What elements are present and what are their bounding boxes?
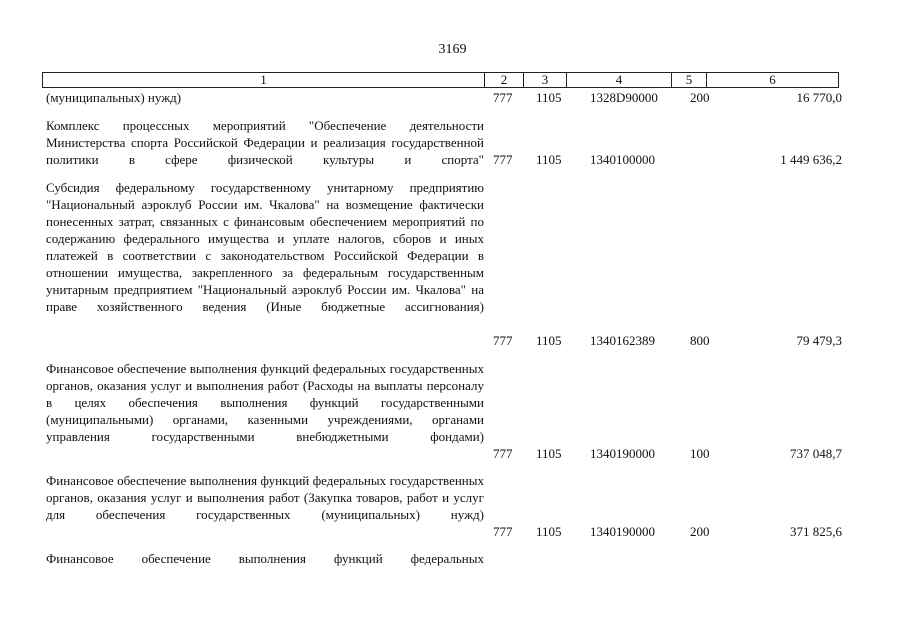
row-description: Финансовое обеспечение выполнения функций федеральных [46,551,484,566]
page-number: 3169 [438,42,467,57]
row-section-code: 1105 [536,446,562,461]
row-target-code: 1328D90000 [590,90,658,105]
row-amount: 79 479,3 [796,333,842,348]
row-amount: 371 825,6 [790,524,842,539]
header-col-5: 5 [672,73,707,88]
header-col-4: 4 [567,73,672,88]
row-amount: 1 449 636,2 [780,152,842,167]
row-amount: 737 048,7 [790,446,842,461]
row-expense-type: 800 [690,333,710,348]
row-description: Финансовое обеспечение выполнения функций федеральных государственных органов, оказания услуг и выполнения работ (Расходы на выплаты персоналу в целях обеспечения выполнения функций государственными (муниципальными) органами, казенными учреждениями, органами управления государственными внебюджетными фондами) [46,361,484,444]
header-col-6: 6 [707,73,839,88]
row-target-code: 1340162389 [590,333,655,348]
row-description: Комплекс процессных мероприятий "Обеспечение деятельности Министерства спорта Российской Федерации и реализация государственной политики в сфере физической культуры и спорта" [46,118,484,167]
column-header-table [42,72,839,88]
header-col-2: 2 [485,73,524,88]
row-expense-type: 100 [690,446,710,461]
row-section-code: 1105 [536,90,562,105]
row-section-code: 1105 [536,152,562,167]
row-description: Финансовое обеспечение выполнения функций федеральных государственных органов, оказания услуг и выполнения работ (Закупка товаров, работ и услуг для обеспечения государственных (муниципальных) нужд) [46,473,484,522]
row-admin-code: 777 [493,446,513,461]
row-admin-code: 777 [493,152,513,167]
row-target-code: 1340190000 [590,446,655,461]
row-description: (муниципальных) нужд) [46,90,182,105]
row-target-code: 1340100000 [590,152,655,167]
row-target-code: 1340190000 [590,524,655,539]
row-section-code: 1105 [536,524,562,539]
row-expense-type: 200 [690,90,710,105]
row-description: Субсидия федеральному государственному унитарному предприятию "Национальный аэроклуб России им. Чкалова" на возмещение фактически понесенных затрат, связанных с финансовым обеспечением мероприятий по содержанию федерального имущества и уплате налогов, сборов и иных платежей в соответствии с законодательством Российской Федерации в отношении имущества, закрепленного за федеральным государственным унитарным предприятием "Национальный аэроклуб России им. Чкалова" на праве хозяйственного ведения (Иные бюджетные ассигнования) [46,180,484,314]
header-col-3: 3 [524,73,567,88]
row-amount: 16 770,0 [796,90,842,105]
row-admin-code: 777 [493,524,513,539]
row-admin-code: 777 [493,333,513,348]
row-admin-code: 777 [493,90,513,105]
row-expense-type: 200 [690,524,710,539]
row-section-code: 1105 [536,333,562,348]
header-col-1: 1 [43,73,485,88]
